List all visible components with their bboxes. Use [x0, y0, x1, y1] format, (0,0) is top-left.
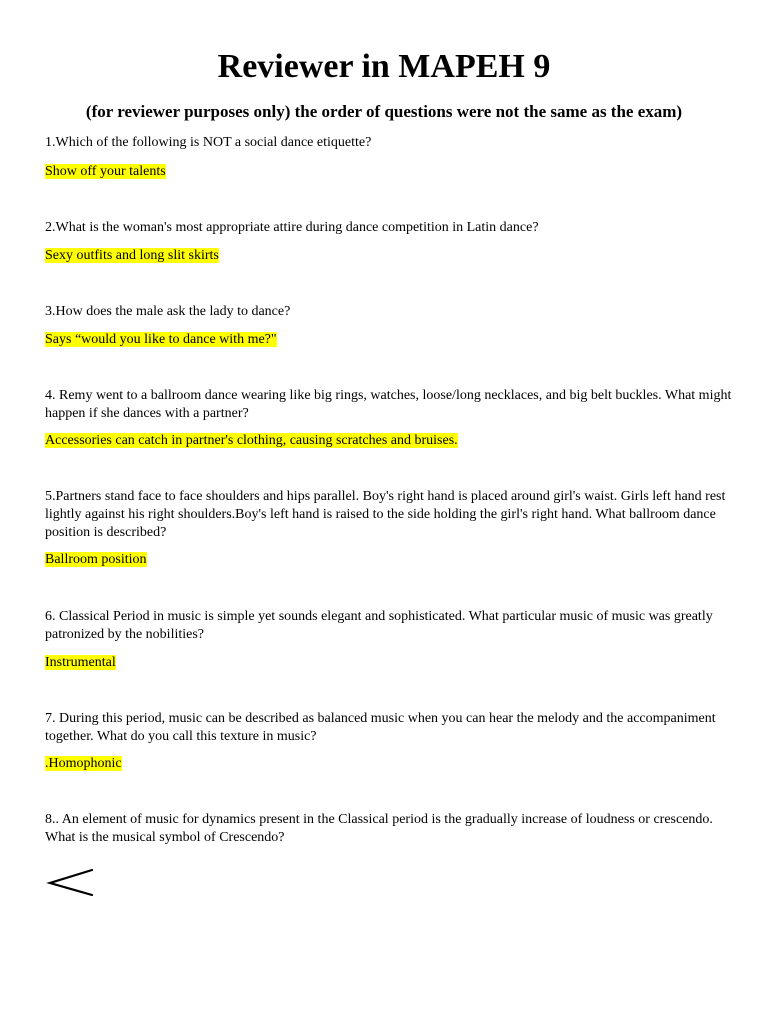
answer-7-highlight: .Homophonic: [45, 756, 122, 771]
answer-5-highlight: Ballroom position: [45, 552, 147, 567]
question-4: 4. Remy went to a ballroom dance wearing like big rings, watches, loose/long necklaces, and big belt buckles. What might happen if she dances with a partner?: [45, 388, 732, 421]
crescendo-icon: [44, 862, 104, 902]
answer-5: [45, 551, 147, 569]
answer-2: [45, 247, 219, 265]
answer-1-highlight: Show off your talents: [45, 164, 166, 179]
question-6: 6. Classical Period in music is simple yet sounds elegant and sophisticated. What particular music of music was greatly patronized by the nobilities?: [45, 609, 713, 642]
page-subtitle: (for reviewer purposes only) the order of questions were not the same as the exam): [85, 102, 683, 121]
question-7: 7. During this period, music can be described as balanced music when you can hear the melody and the accompaniment together. What do you call this texture in music?: [45, 711, 716, 744]
question-2: 2.What is the woman's most appropriate attire during dance competition in Latin dance?: [45, 220, 539, 235]
answer-3-highlight: Says “would you like to dance with me?": [45, 332, 277, 347]
question-5: 5.Partners stand face to face shoulders and hips parallel. Boy's right hand is placed around girl's waist. Girls left hand rest lightly against his right shoulders.Boy's left hand is raised to the side holding the girl's right hand. What ballroom dance position is described?: [45, 489, 726, 540]
answer-4-highlight: Accessories can catch in partner's clothing, causing scratches and bruises.: [45, 433, 458, 448]
question-1: 1.Which of the following is NOT a social dance etiquette?: [45, 135, 372, 150]
answer-3: [45, 331, 277, 349]
answer-1: [45, 163, 166, 181]
answer-7: [45, 755, 122, 773]
answer-2-highlight: Sexy outfits and long slit skirts: [45, 248, 219, 263]
answer-6: [45, 654, 116, 672]
question-3: 3.How does the male ask the lady to dance?: [45, 304, 291, 319]
answer-6-highlight: Instrumental: [45, 655, 116, 670]
page-title: Reviewer in MAPEH 9: [217, 48, 551, 85]
question-8: 8.. An element of music for dynamics present in the Classical period is the gradually increase of loudness or crescendo. What is the musical symbol of Crescendo?: [45, 812, 713, 845]
answer-4: [45, 432, 458, 450]
crescendo-symbol: [44, 862, 104, 902]
